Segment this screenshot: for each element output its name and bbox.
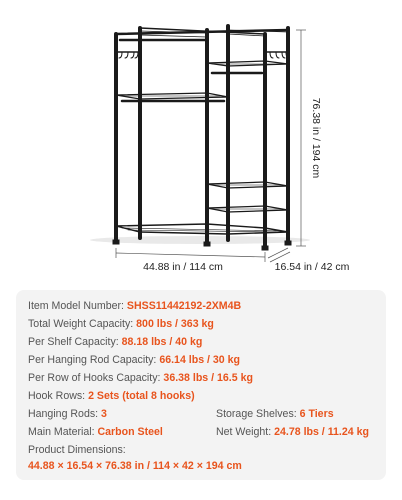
spec-label: Net Weight: — [216, 426, 275, 438]
spec-value: 800 lbs / 363 kg — [136, 318, 214, 330]
spec-model-number — [28, 300, 241, 313]
spec-label: Per Hanging Rod Capacity: — [28, 354, 160, 366]
spec-value: 24.78 lbs / 11.24 kg — [274, 426, 369, 438]
spec-value: 66.14 lbs / 30 kg — [159, 354, 241, 366]
spec-label: Product Dimensions: — [28, 444, 126, 456]
spec-main-material — [28, 426, 163, 439]
spec-value: 36.38 lbs / 16.5 kg — [163, 372, 253, 384]
spec-label: Per Shelf Capacity: — [28, 336, 122, 348]
rack-frame — [90, 26, 310, 250]
depth-dimension-label: 16.54 in / 42 cm — [274, 261, 350, 273]
spec-value: 88.18 lbs / 40 kg — [121, 336, 203, 348]
spec-per-shelf — [28, 336, 202, 349]
spec-value: SHSS11442192-2XM4B — [126, 300, 242, 312]
spec-label: Hook Rows: — [28, 390, 89, 402]
spec-per-hooks — [28, 372, 253, 385]
spec-value: 2 Sets (total 8 hooks) — [88, 390, 195, 402]
height-dimension-label: 76.38 in / 194 cm — [310, 97, 322, 179]
width-dimension-label: 44.88 in / 114 cm — [143, 261, 223, 273]
spec-value: 6 Tiers — [299, 408, 334, 420]
spec-value: Carbon Steel — [97, 426, 163, 438]
spec-product-dimensions-value — [28, 460, 242, 473]
spec-label: Hanging Rods: — [28, 408, 102, 420]
spec-label: Total Weight Capacity: — [28, 318, 137, 330]
spec-value: 3 — [101, 408, 107, 420]
spec-label: Item Model Number: — [28, 300, 127, 312]
spec-total-weight — [28, 318, 214, 331]
specifications-card — [16, 290, 386, 480]
spec-per-rod — [28, 354, 240, 367]
spec-product-dimensions-label — [28, 444, 126, 457]
spec-hanging-rods — [28, 408, 107, 421]
spec-hook-rows — [28, 390, 195, 403]
spec-label: Storage Shelves: — [216, 408, 300, 420]
spec-value: 44.88 × 16.54 × 76.38 in / 114 × 42 × 194 cm — [28, 460, 242, 472]
spec-label: Per Row of Hooks Capacity: — [28, 372, 164, 384]
spec-net-weight — [216, 426, 369, 439]
spec-label: Main Material: — [28, 426, 98, 438]
spec-storage-shelves — [216, 408, 334, 421]
